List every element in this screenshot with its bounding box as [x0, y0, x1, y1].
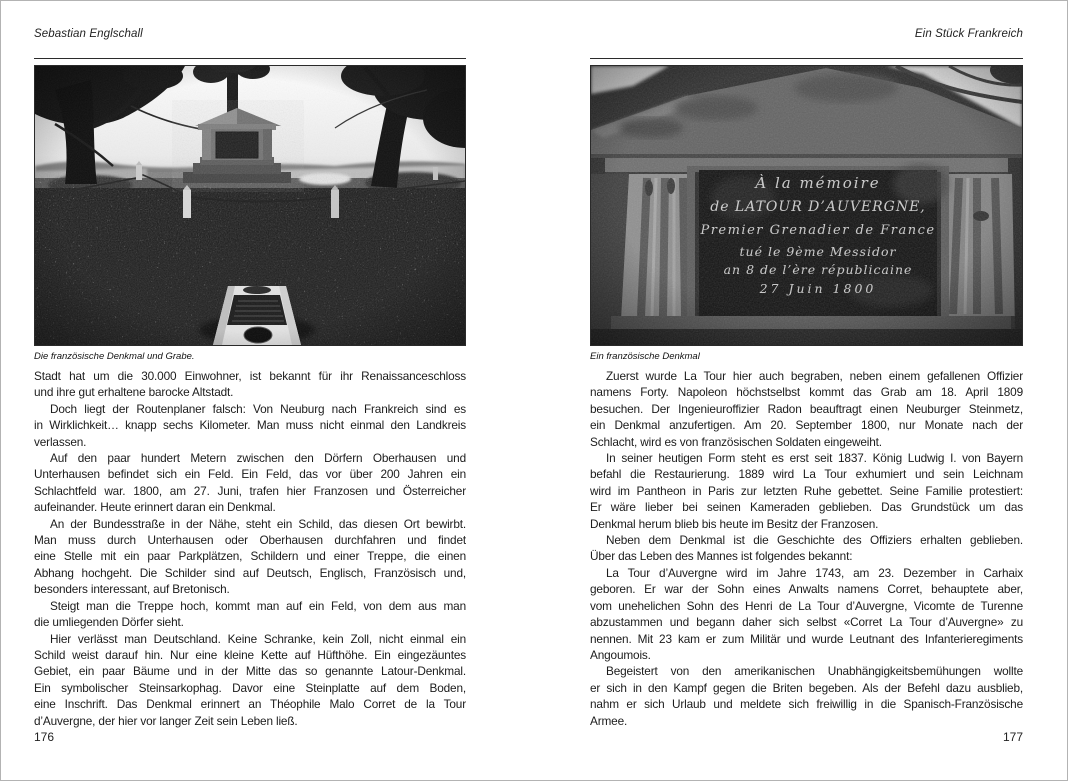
- photo-caption-right: Ein französische Denkmal: [590, 351, 700, 362]
- text-line: Angoumois.: [590, 647, 651, 662]
- text-line: nahm er sich Urlaub und meldete sich freiwillig in die Spanisch-Französische: [590, 697, 1023, 712]
- page-number-left: 176: [34, 730, 55, 744]
- text-line: Über das Leben des Mannes ist folgendes bekannt:: [590, 549, 853, 564]
- text-line: Hier verlässt man Deutschland. Keine Schranke, kein Zoll, nicht einmal ein: [50, 631, 466, 646]
- text-line: Auf den paar hundert Metern zwischen den Dörfern Oberhausen und: [50, 451, 466, 466]
- monument-grave-photo-illustration: [35, 66, 465, 345]
- text-line: verlassen.: [34, 434, 87, 449]
- text-line: nennen. Mit 23 kam er zum Militär und wurde Leutnant des Infanterieregiments: [590, 631, 1023, 646]
- photo-caption-left: Die französische Denkmal und Grabe.: [34, 351, 195, 362]
- text-line: geboren. Er war der Sohn eines Anwalts namens Corret, behauptete aber,: [590, 582, 1023, 597]
- text-line: Abhang hochgeht. Die Schilder sind auf Deutsch, Englisch, Französisch und,: [34, 565, 466, 580]
- photo-monument-and-grave: [34, 65, 466, 346]
- header-rule: [590, 58, 1023, 59]
- text-line: Steigt man die Treppe hoch, kommt man auf ein Feld, von dem aus man: [50, 598, 466, 613]
- text-line: besuchen. Der Ingenieuroffizier Radon beauftragt einen Neuburger Steinmetz,: [590, 401, 1023, 416]
- text-line: ein Denkmal anzufertigen. Am 20. September 1800, nur Monate nach der: [590, 418, 1023, 433]
- text-line: Er wäre lieber bei seinen Kameraden geblieben. Das Grundstück um das: [590, 500, 1023, 515]
- text-line: Man muss durch Unterhausen oder Oberhausen durchfahren und findet: [34, 533, 466, 548]
- text-line: und ihre gut erhaltene barocke Altstadt.: [34, 385, 234, 400]
- text-line: Begeistert von den amerikanischen Unabhängigkeitsbemühungen wollte: [606, 664, 1023, 679]
- left-page: [34, 1, 466, 780]
- text-line: Stadt hat um die 30.000 Einwohner, ist bekannt für ihr Renaissanceschloss: [34, 369, 466, 383]
- text-line: wird im Pantheon in Paris zur letzten Ruhe gebettet. Seine Familie protestiert:: [590, 483, 1023, 498]
- text-line: Doch liegt der Routenplaner falsch: Von Neuburg nach Frankreich sind es: [50, 401, 466, 416]
- running-header-chapter: Ein Stück Frankreich: [914, 28, 1023, 40]
- text-line: La Tour d’Auvergne wird im Jahre 1743, am 23. Dezember in Carhaix: [606, 565, 1023, 580]
- text-line: An der Bundesstraße in der Nähe, steht ein Schild, das diesen Ort bewirbt.: [50, 516, 466, 531]
- text-line: eine Inschrift. Das Denkmal erinnert an Théophile Malo Corret de la Tour: [34, 697, 466, 712]
- text-line: Gebiet, ein paar Bäume und in der Mitte das so genannte Latour-Denkmal.: [34, 664, 466, 679]
- text-line: abzustammen und begann daher sich selbst «Corret La Tour d’Auvergne» zu: [590, 615, 1023, 630]
- text-line: besonders interessant, auf Bretonisch.: [34, 582, 230, 597]
- monument-closeup-illustration: [591, 66, 1022, 345]
- header-rule: [34, 58, 466, 59]
- text-line: Schlacht, wird es von französischen Soldaten eingeweiht.: [590, 434, 882, 449]
- text-line: die umliegenden Dörfer sieht.: [34, 615, 184, 630]
- photo-monument-inscription: [590, 65, 1023, 346]
- text-line: in Wirklichkeit… knapp sechs Kilometer. Man muss nicht einmal den Landkreis: [34, 418, 466, 433]
- text-line: Ein symbolischer Steinsarkophag. Davor eine Steinplatte auf dem Boden,: [34, 680, 466, 695]
- running-header-author: Sebastian Englschall: [34, 28, 143, 40]
- text-line: namens Forty. Napoleon höchstselbst kommt das Grab am 18. April 1809: [590, 385, 1023, 400]
- body-text-left: [34, 368, 466, 729]
- text-line: eine Stelle mit ein paar Parkplätzen, Schildern und einer Treppe, die einen: [34, 549, 466, 564]
- text-line: Unterhausen befindet sich ein Feld. Ein Feld, das vor über 200 Jahren ein: [34, 467, 466, 482]
- text-line: Denkmal herum blieb bis heute im Besitz der Franzosen.: [590, 516, 879, 531]
- text-line: Armee.: [590, 713, 628, 728]
- text-line: In seiner heutigen Form steht es erst seit 1837. König Ludwig I. von Bayern: [606, 451, 1023, 466]
- text-line: er sich in den Kampf gegen die Briten begeben. Als der Befehl dazu ausblieb,: [590, 680, 1023, 695]
- body-text-right: [590, 368, 1023, 729]
- text-line: Neben dem Denkmal ist die Geschichte des Offiziers erhalten geblieben.: [606, 533, 1023, 548]
- text-line: Schlachtfeld war. 1800, am 27. Juni, trafen hier Franzosen und Österreicher: [34, 483, 466, 498]
- text-line: d’Auvergne, der hier vor langer Zeit sein Leben ließ.: [34, 713, 298, 728]
- text-line: aufeinander. Heute erinnert daran ein Denkmal.: [34, 500, 276, 515]
- text-line: Schild weist darauf hin. Nur eine kleine Kette auf Hüfthöhe. Ein eingezäuntes: [34, 647, 466, 662]
- page-number-right: 177: [1002, 730, 1023, 744]
- text-line: Zuerst wurde La Tour hier auch begraben, neben einem gefallenen Offizier: [606, 369, 1023, 383]
- text-line: befahl die Restaurierung. 1889 wird La Tour exhumiert und sein Leichnam: [590, 467, 1023, 482]
- text-line: vom unehelichen Sohn des Henri de La Tour d’Auvergne, Vicomte de Turenne: [590, 598, 1023, 613]
- right-page: [590, 1, 1023, 780]
